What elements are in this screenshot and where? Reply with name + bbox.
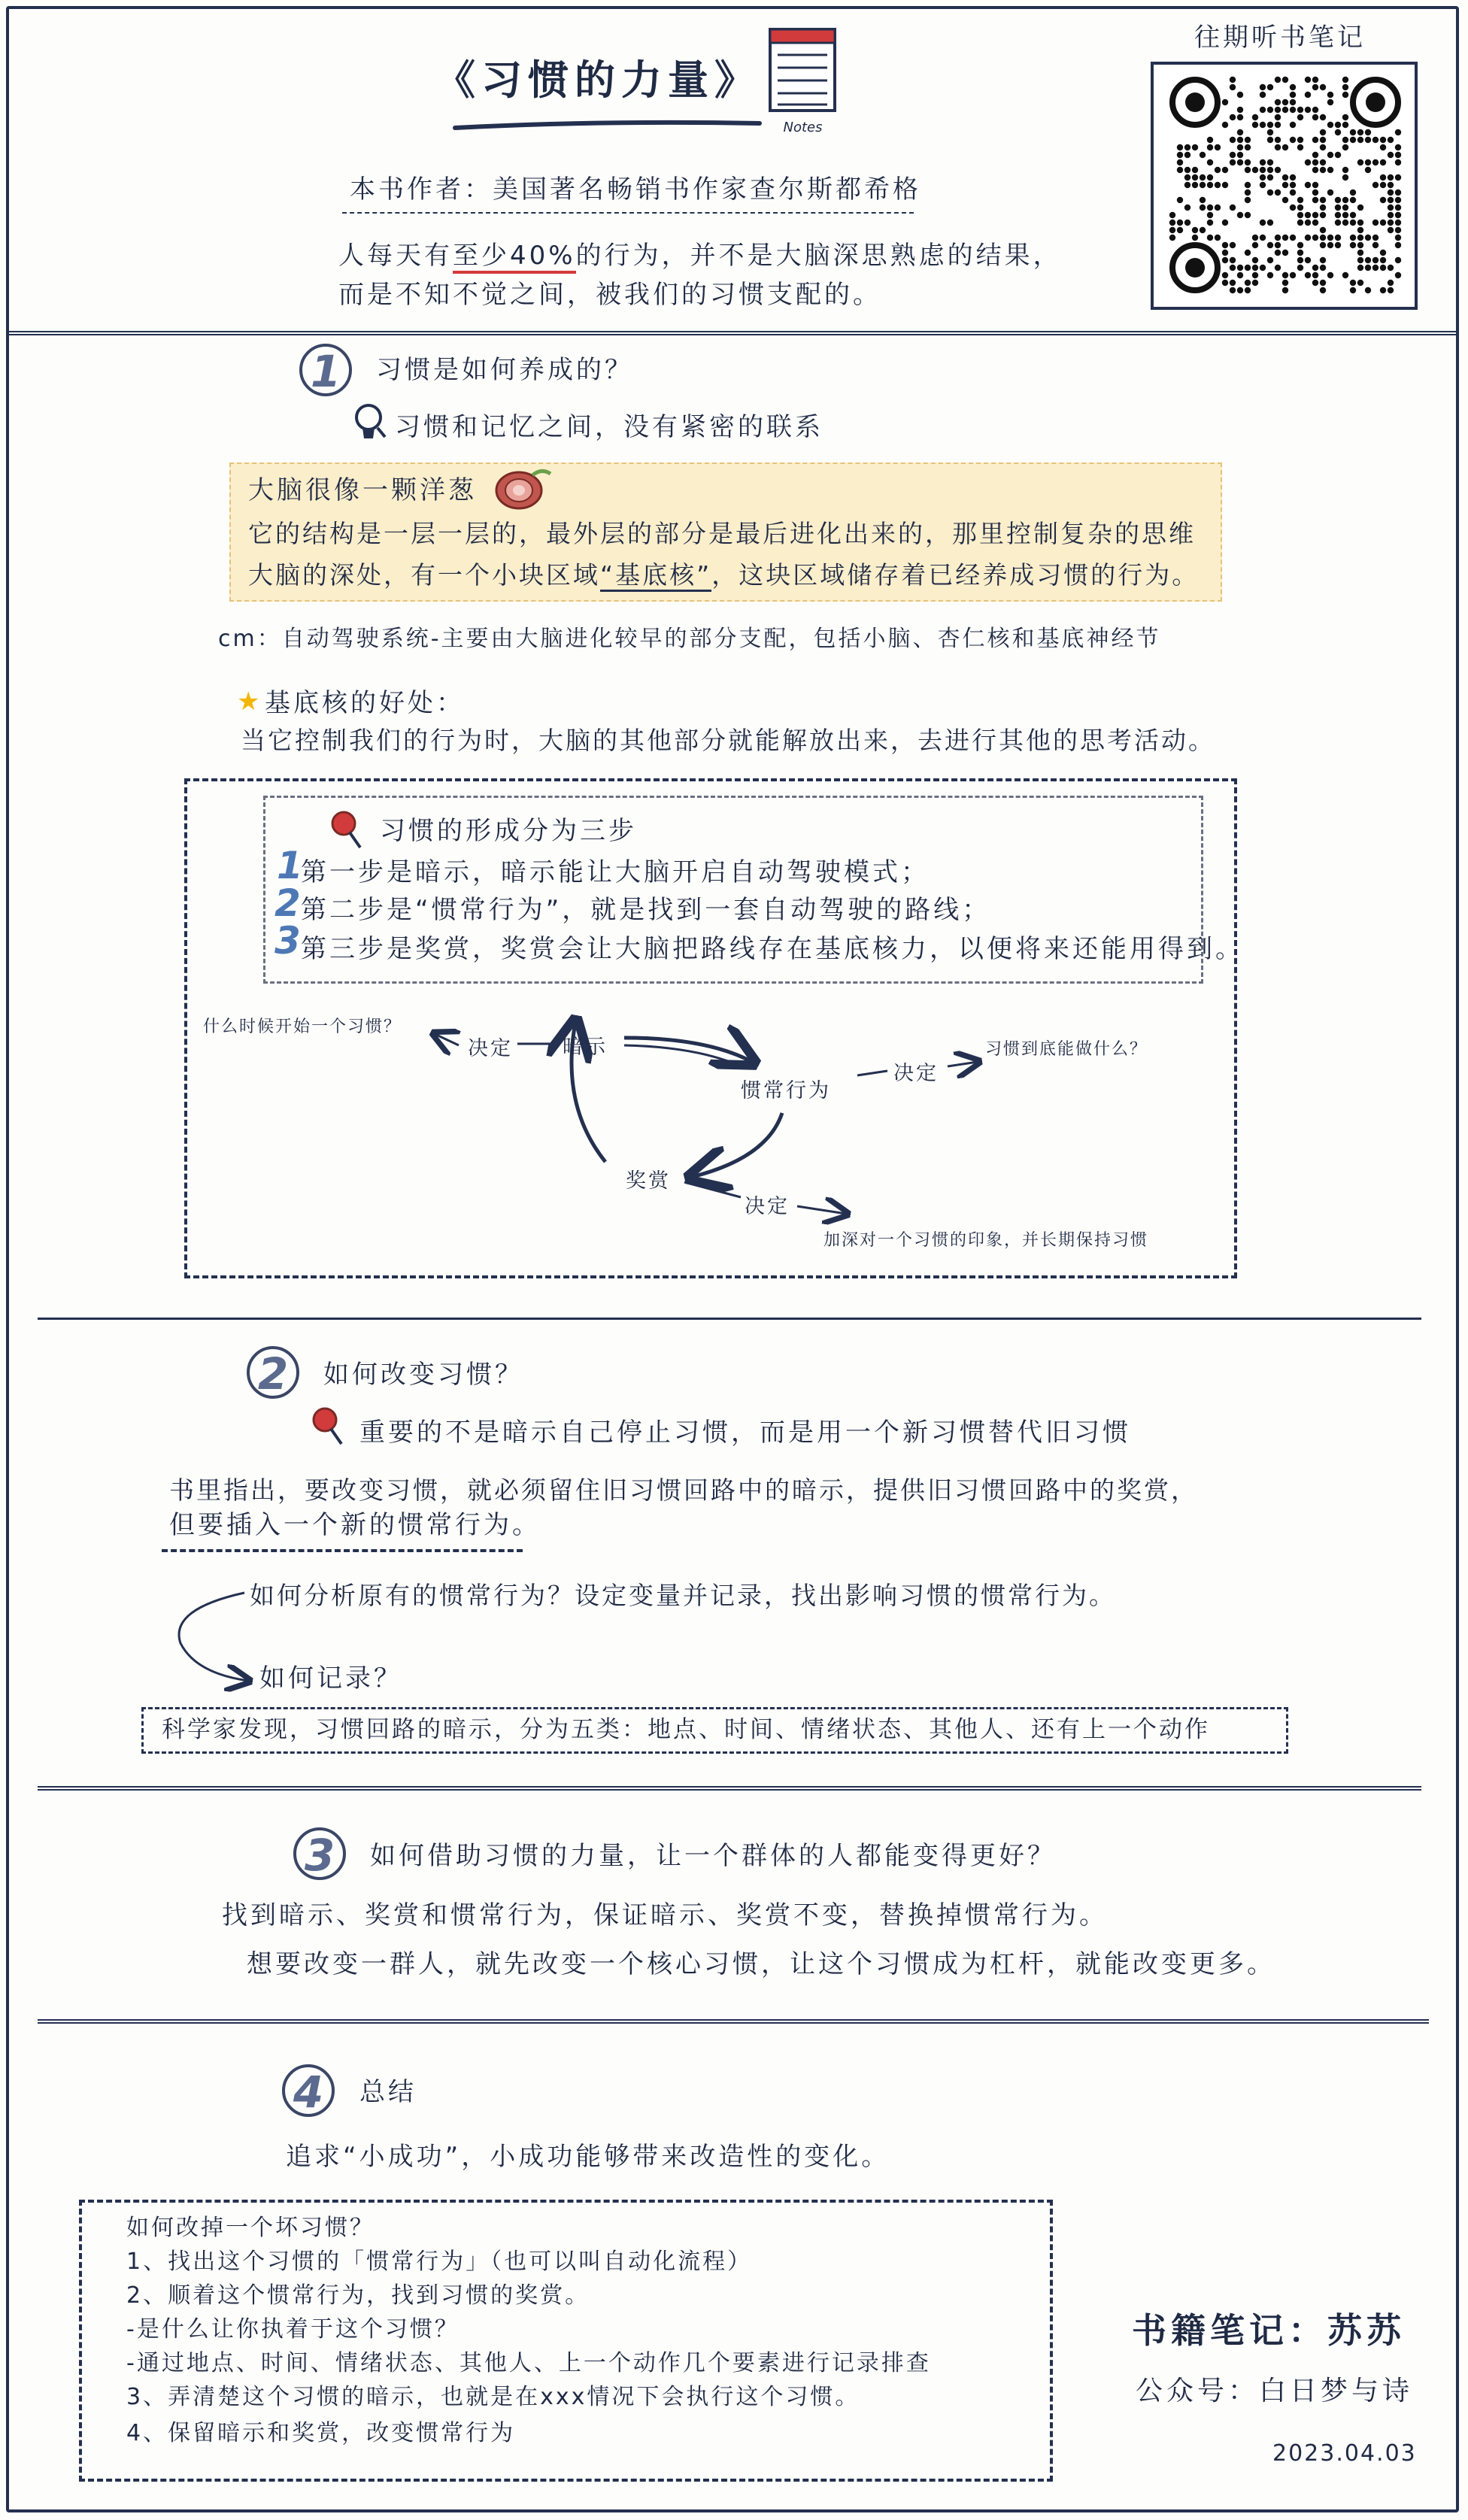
- bad-habit-line-1: 1、找出这个习惯的「惯常行为」（也可以叫自动化流程）: [126, 2249, 753, 2275]
- bad-habit-line-4: -通过地点、时间、情绪状态、其他人、上一个动作几个要素进行记录排查: [126, 2350, 931, 2376]
- basal-ganglia-term: “基底核”: [600, 560, 711, 592]
- section-2-number: 2: [247, 1346, 299, 1399]
- flow-q-deepen: 加深对一个习惯的印象，并长期保持习惯: [823, 1231, 1149, 1250]
- onion-title: 大脑很像一颗洋葱: [248, 475, 477, 505]
- flow-cue: 暗示: [563, 1036, 608, 1059]
- onion-line-2c: ，这块区域储存着已经养成习惯的行为。: [711, 560, 1200, 590]
- qr-caption: 往期听书笔记: [1194, 23, 1366, 53]
- intro-line-2: 而是不知不觉之间，被我们的习惯支配的。: [338, 280, 881, 310]
- step-2-number: 2: [274, 881, 301, 925]
- bad-habit-line-2: 2、顺着这个惯常行为，找到习惯的奖赏。: [126, 2282, 590, 2309]
- bad-habit-line-5: 3、弄清楚这个习惯的暗示，也就是在xxx情况下会执行这个习惯。: [126, 2384, 860, 2410]
- section-4-heading: 总结: [359, 2077, 417, 2107]
- signature: 书籍笔记：苏苏: [1132, 2310, 1406, 2351]
- analyze-line: 如何分析原有的惯常行为？设定变量并记录，找出影响习惯的惯常行为。: [250, 1581, 1116, 1610]
- section-3-number: 3: [293, 1827, 346, 1880]
- scientist-line: 科学家发现，习惯回路的暗示，分为五类：地点、时间、情绪状态、其他人、还有上一个动作: [162, 1716, 1210, 1743]
- intro-1a: 人每天有: [338, 241, 453, 271]
- pin-icon-2: [308, 1405, 346, 1450]
- step-3-text: 第三步是奖赏，奖赏会让大脑把路线存在基底核力，以便将来还能用得到。: [301, 934, 1244, 964]
- section-3-heading: 如何借助习惯的力量，让一个群体的人都能变得更好？: [370, 1841, 1056, 1871]
- steps-title: 习惯的形成分为三步: [380, 816, 637, 846]
- section-2-key-point: 重要的不是暗示自己停止习惯，而是用一个新习惯替代旧习惯: [359, 1418, 1131, 1448]
- notes-label: Notes: [783, 120, 823, 135]
- divider-4: [38, 2019, 1429, 2024]
- benefit-title: 基底核的好处：: [265, 688, 465, 718]
- section-1-heading: 习惯是如何养成的？: [376, 355, 633, 385]
- bad-habit-line-6: 4、保留暗示和奖赏，改变惯常行为: [126, 2420, 516, 2446]
- section-3-line-2: 想要改变一群人，就先改变一个核心习惯，让这个习惯成为杠杆，就能改变更多。: [247, 1949, 1275, 1979]
- section-1-number: 1: [299, 344, 352, 396]
- step-2-text: 第二步是“惯常行为”，就是找到一套自动驾驶的路线；: [301, 895, 991, 925]
- star-icon: ★: [237, 687, 260, 717]
- book-title: 《习惯的力量》: [435, 56, 761, 104]
- summary-line: 追求“小成功”，小成功能够带来改造性的变化。: [286, 2142, 890, 2172]
- intro-highlight: 至少40%: [453, 241, 576, 274]
- section-2-heading: 如何改变习惯？: [323, 1360, 523, 1390]
- cm-line: cm：自动驾驶系统-主要由大脑进化较早的部分支配，包括小脑、杏仁核和基底神经节: [218, 626, 1161, 652]
- author-line: 本书作者：美国著名畅销书作家查尔斯都希格: [350, 174, 921, 205]
- book-dashed-underline: [162, 1549, 523, 1552]
- record-question: 如何记录？: [259, 1663, 402, 1694]
- divider-2: [38, 1318, 1421, 1320]
- account: 公众号：白日梦与诗: [1136, 2376, 1414, 2406]
- book-point-2: 但要插入一个新的惯常行为。: [169, 1510, 541, 1540]
- flow-decide-1: 决定: [468, 1037, 513, 1060]
- flow-reward: 奖赏: [626, 1169, 671, 1193]
- step-1-number: 1: [277, 844, 303, 887]
- onion-line-1: 它的结构是一层一层的，最外层的部分是最后进化出来的，那里控制复杂的思维: [248, 519, 1196, 548]
- date: 2023.04.03: [1272, 2440, 1417, 2467]
- bad-habit-line-3: -是什么让你执着于这个习惯？: [126, 2316, 460, 2343]
- section-1-point: 习惯和记忆之间，没有紧密的联系: [395, 412, 823, 442]
- section-4-number: 4: [282, 2064, 335, 2117]
- flow-q-do: 习惯到底能做什么？: [985, 1040, 1148, 1059]
- benefit-text: 当它控制我们的行为时，大脑的其他部分就能解放出来，去进行其他的思考活动。: [241, 726, 1215, 755]
- divider-3: [38, 1786, 1421, 1791]
- bad-habit-line-0: 如何改掉一个坏习惯？: [126, 2215, 375, 2241]
- flow-q-start: 什么时候开始一个习惯？: [203, 1017, 402, 1036]
- flow-decide-2: 决定: [893, 1062, 939, 1085]
- flow-decide-3: 决定: [745, 1195, 790, 1218]
- intro-1c: 的行为，并不是大脑深思熟虑的结果，: [575, 241, 1062, 271]
- step-1-text: 第一步是暗示，暗示能让大脑开启自动驾驶模式；: [301, 857, 930, 887]
- step-3-number: 3: [274, 919, 301, 963]
- section-3-line-1: 找到暗示、奖赏和惯常行为，保证暗示、奖赏不变，替换掉惯常行为。: [222, 1900, 1108, 1930]
- onion-line-2a: 大脑的深处，有一个小块区域: [248, 560, 600, 590]
- flow-routine: 惯常行为: [741, 1079, 831, 1102]
- book-point-1: 书里指出，要改变习惯，就必须留住旧习惯回路中的暗示，提供旧习惯回路中的奖赏，: [169, 1475, 1198, 1505]
